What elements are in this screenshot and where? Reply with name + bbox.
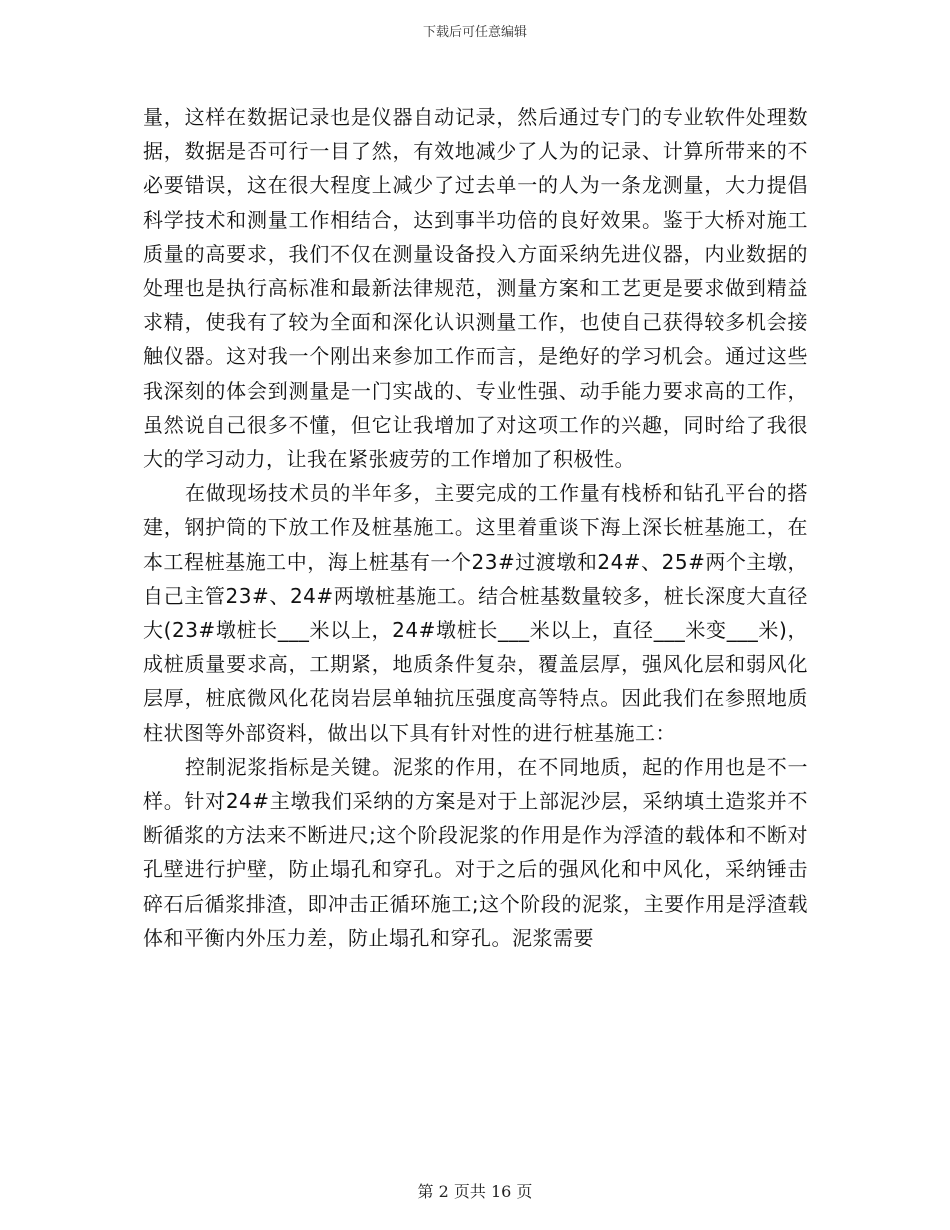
page-number: 第 2 页共 16 页 <box>417 1182 533 1201</box>
paragraph-3: 控制泥浆指标是关键。泥浆的作用，在不同地质，起的作用也是不一样。针对24#主墩我们采纳的方案是对于上部泥沙层，采纳填土造浆并不断循浆的方法来不断进尺;这个阶段泥浆的作用是作为浮渣的载体和不断对孔壁进行护壁，防止塌孔和穿孔。对于之后的强风化和中风化，采纳锤击碎石后循浆排渣，即冲击正循环施工;这个阶段的泥浆，主要作用是浮渣载体和平衡内外压力差，防止塌孔和穿孔。泥浆需要 <box>143 754 808 950</box>
page-header: 下载后可任意编辑 <box>422 25 527 40</box>
paragraph-2: 在做现场技术员的半年多，主要完成的工作量有栈桥和钻孔平台的搭建，钢护筒的下放工作及桩基施工。这里着重谈下海上深长桩基施工，在本工程桩基施工中，海上桩基有一个23#过渡墩和24#、25#两个主墩，自己主管23#、24#两墩桩基施工。结合桩基数量较多，桩长深度大直径大(23#墩桩长___米以上，24#墩桩长___米以上，直径___米变___米)，成桩质量要求高，工期紧，地质条件复杂，覆盖层厚，强风化层和弱风化层厚，桩底微风化花岗岩层单轴抗压强度高等特点。因此我们在参照地质柱状图等外部资料，做出以下具有针对性的进行桩基施工： <box>143 481 808 745</box>
paragraph-1: 量，这样在数据记录也是仪器自动记录，然后通过专门的专业软件处理数据，数据是否可行一目了然，有效地减少了人为的记录、计算所带来的不必要错误，这在很大程度上减少了过去单一的人为一条龙测量，大力提倡科学技术和测量工作相结合，达到事半功倍的良好效果。鉴于大桥对施工质量的高要求，我们不仅在测量设备投入方面采纳先进仪器，内业数据的处理也是执行高标准和最新法律规范，测量方案和工艺更是要求做到精益求精，使我有了较为全面和深化认识测量工作，也使自己获得较多机会接触仪器。这对我一个刚出来参加工作而言，是绝好的学习机会。通过这些我深刻的体会到测量是一门实战的、专业性强、动手能力要求高的工作，虽然说自己很多不懂，但它让我增加了对这项工作的兴趣，同时给了我很大的学习动力，让我在紧张疲劳的工作增加了积极性。 <box>143 105 808 472</box>
document-body <box>143 100 808 955</box>
